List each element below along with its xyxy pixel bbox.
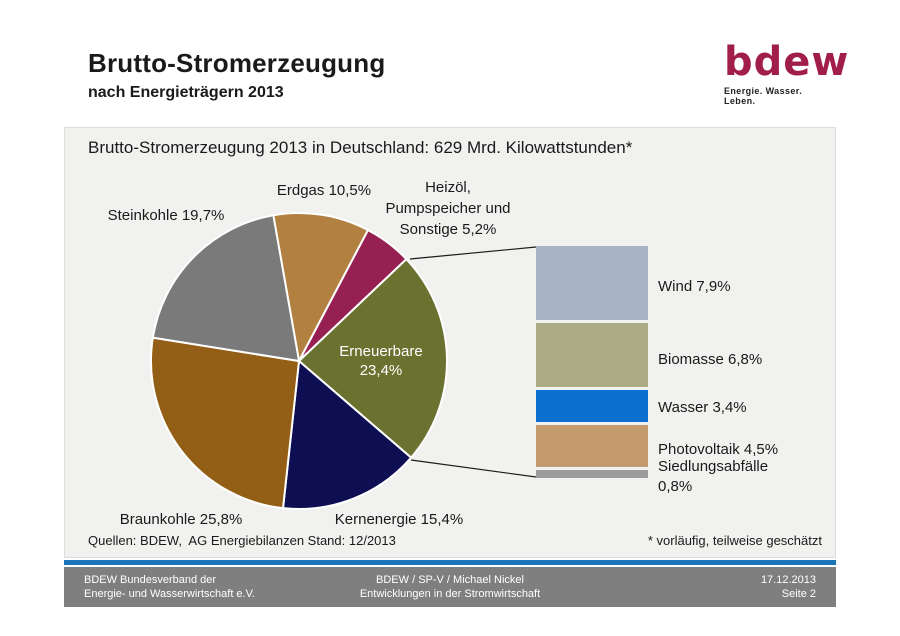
stack-segment-photovoltaik <box>536 425 648 467</box>
footer-bar <box>64 567 836 607</box>
bar-label-siedlungsabfaelle: Siedlungsabfälle 0,8% <box>658 458 769 495</box>
footer-center: BDEW / SP-V / Michael Nickel Entwicklungen in der Stromwirtschaft <box>359 574 541 600</box>
source-note: Quellen: BDEW, AG Energiebilanzen Stand: 12/2013 <box>88 533 396 548</box>
pie-label-braunkohle: Braunkohle 25,8% <box>119 511 243 528</box>
pie-label-steinkohle: Steinkohle 19,7% <box>107 207 225 224</box>
pie-label-erdgas: Erdgas 10,5% <box>276 182 372 199</box>
chart-title: Brutto-Stromerzeugung 2013 in Deutschland: 629 Mrd. Kilowattstunden* <box>88 138 633 157</box>
footer-accent-bar <box>64 560 836 565</box>
renewables-stacked-bar <box>536 246 648 481</box>
pie-label-heizoel: Heizöl, Pumpspeicher und Sonstige 5,2% <box>385 179 511 238</box>
pie-slice-braunkohle <box>151 338 299 508</box>
bar-label-photovoltaik: Photovoltaik 4,5% <box>658 441 779 458</box>
connector-line-bottom <box>411 460 536 477</box>
stack-segment-wind <box>536 246 648 320</box>
page-title: Brutto-Stromerzeugung <box>88 48 386 78</box>
bar-label-wasser: Wasser 3,4% <box>658 399 747 416</box>
bar-label-wind: Wind 7,9% <box>658 278 731 295</box>
footer-left: BDEW Bundesverband der Energie- und Wasserwirtschaft e.V. <box>84 574 255 600</box>
footer-right: 17.12.2013 Seite 2 <box>760 574 816 600</box>
disclaimer-note: * vorläufig, teilweise geschätzt <box>647 533 822 548</box>
stack-segment-biomasse <box>536 323 648 387</box>
connector-line-top <box>410 247 536 259</box>
pie-label-kernenergie: Kernenergie 15,4% <box>334 511 464 528</box>
pie-slice-steinkohle <box>153 215 299 361</box>
page-subtitle: nach Energieträgern 2013 <box>88 84 284 101</box>
bdew-logo-tagline: Energie. Wasser. Leben. <box>724 86 803 106</box>
bdew-logo-word: bdew <box>724 39 850 85</box>
pie-inner-label-erneuerbare: Erneuerbare 23,4% <box>339 343 423 379</box>
stack-segment-wasser <box>536 390 648 422</box>
stack-segment-siedlungsabf-lle <box>536 470 648 478</box>
bar-label-biomasse: Biomasse 6,8% <box>658 351 763 368</box>
